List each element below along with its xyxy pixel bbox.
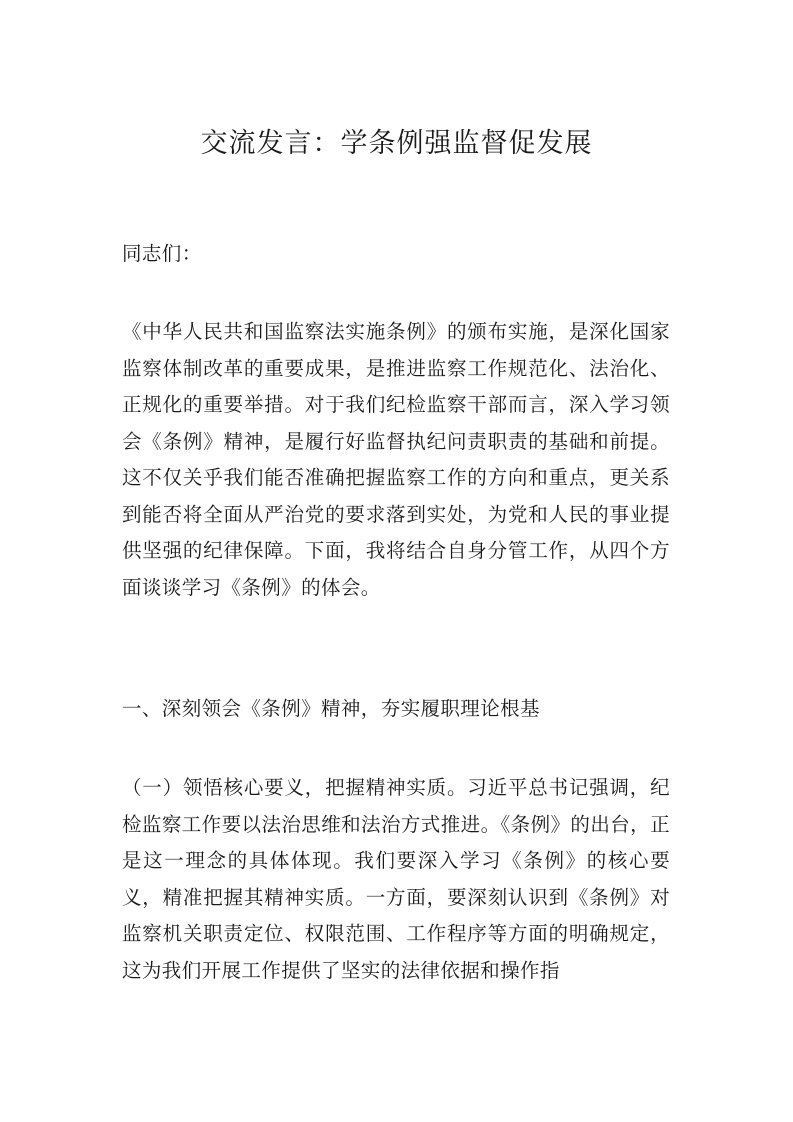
salutation: 同志们： [122, 242, 202, 265]
body-paragraph-subsection-1: （一）领悟核心要义，把握精神实质。习近平总书记强调，纪检监察工作要以法治思维和法治方式推进。《条例》的出台，正是这一理念的具体体现。我们要深入学习《条例》的核心要义，精准把握其精神实质。一方面，要深刻认识到《条例》对监察机关职责定位、权限范围、工作程序等方面的明确规定，这为我们开展工作提供了坚实的法律依据和操作指 [122, 776, 670, 982]
body-paragraph-intro: 《中华人民共和国监察法实施条例》的颁布实施，是深化国家监察体制改革的重要成果，是推进监察工作规范化、法治化、正规化的重要举措。对于我们纪检监察干部而言，深入学习领会《条例》精神，是履行好监督执纪问责职责的基础和前提。这不仅关乎我们能否准确把握监察工作的方向和重点，更关系到能否将全面从严治党的要求落到实处，为党和人民的事业提供坚强的纪律保障。下面，我将结合自身分管工作，从四个方面谈谈学习《条例》的体会。 [122, 320, 670, 599]
section-heading-1: 一、深刻领会《条例》精神，夯实履职理论根基 [122, 697, 540, 720]
document-title: 交流发言：学条例强监督促发展 [200, 128, 593, 159]
